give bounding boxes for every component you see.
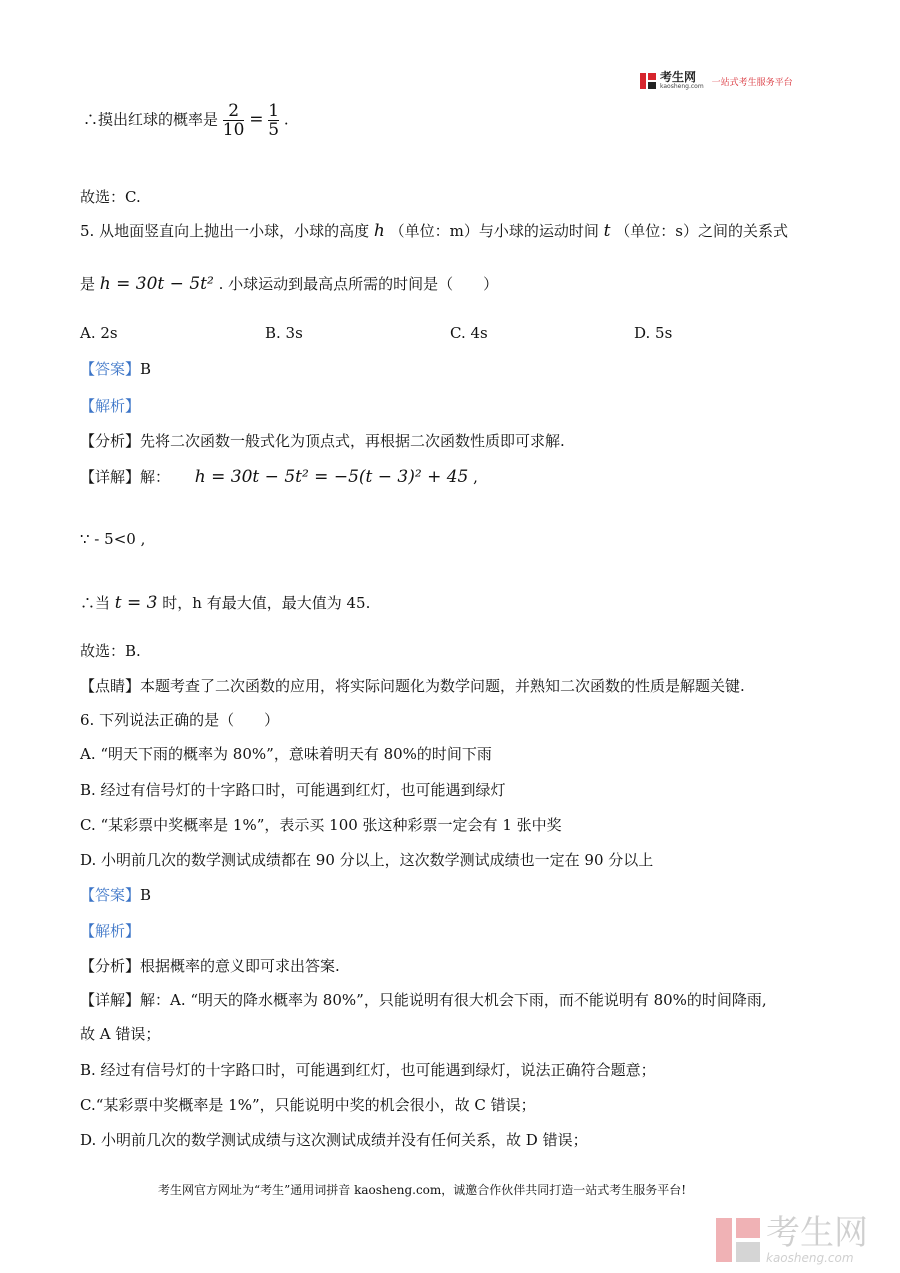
q4-probability-line: ∴摸出红球的概率是 $\frac{2}{10}$ = $\frac{1}{5}$ .: [83, 101, 289, 140]
watermark: [716, 1215, 868, 1265]
q5-option-a: A. 2s: [80, 324, 118, 342]
q6-detail-3: B. 经过有信号灯的十字路口时，可能遇到红灯，也可能遇到绿灯，说法正确符合题意；: [80, 1061, 656, 1079]
q5-analysis-tag: 【解析】: [80, 397, 141, 415]
q5-because: ∵ - 5<0 ,: [80, 530, 146, 548]
q5-stem-line2: 是 h = 30t − 5t² . 小球运动到最高点所需的时间是（ ）: [80, 274, 499, 294]
answer-tag: 【答案】: [80, 360, 141, 378]
q5-option-d: D. 5s: [634, 324, 673, 342]
logo-slogan: 一站式考生服务平台: [711, 77, 793, 88]
q6-detail-4: C.“某彩票中奖概率是 1%”，只能说明中奖的机会很小，故 C 错误；: [80, 1096, 536, 1114]
q5-dianjing: 【点睛】本题考查了二次函数的应用，将实际问题化为数学问题，并熟知二次函数的性质是解题关键.: [80, 677, 745, 695]
q6-answer: 【答案】B: [80, 886, 152, 904]
kaosheng-logo-icon: [640, 73, 656, 89]
q4-choice: 故选：C.: [80, 188, 141, 206]
q5-formula: h = 30t − 5t²: [99, 274, 214, 294]
q5-option-c: C. 4s: [450, 324, 488, 342]
fraction-2-10: $\frac{2}{10}$: [222, 101, 245, 140]
q6-detail-5: D. 小明前几次的数学测试成绩与这次测试成绩并没有任何关系，故 D 错误；: [80, 1131, 588, 1149]
q6-detail-1: 【详解】解：A. “明天的降水概率为 80%”，只能说明有很大机会下雨，而不能说明有 80%的时间降雨,: [80, 991, 767, 1009]
q5-answer: 【答案】B: [80, 360, 152, 378]
header-logo: [640, 72, 793, 90]
q6-analysis-tag: 【解析】: [80, 922, 141, 940]
q5-choice: 故选：B.: [80, 642, 141, 660]
q5-option-b: B. 3s: [265, 324, 303, 342]
q5-detail-formula: h = 30t − 5t² = −5(t − 3)² + 45: [194, 467, 469, 487]
q5-therefore: ∴当 t = 3 时，h 有最大值，最大值为 45.: [80, 593, 371, 613]
q5-stem-line1: 5. 从地面竖直向上抛出一小球，小球的高度 h （单位：m）与小球的运动时间 t （单位：s）之间的关系式: [80, 221, 788, 241]
q6-option-a: A. “明天下雨的概率为 80%”，意味着明天有 80%的时间下雨: [80, 745, 492, 763]
q6-fenxi: 【分析】根据概率的意义即可求出答案.: [80, 957, 340, 975]
logo-name: 考生网: [660, 70, 697, 84]
logo-domain: kaosheng.com: [660, 83, 704, 90]
watermark-logo-icon: [716, 1218, 760, 1262]
fraction-1-5: $\frac{1}{5}$: [268, 101, 280, 140]
q6-option-d: D. 小明前几次的数学测试成绩都在 90 分以上，这次数学测试成绩也一定在 90 分以上: [80, 851, 654, 869]
q6-option-b: B. 经过有信号灯的十字路口时，可能遇到红灯，也可能遇到绿灯: [80, 781, 506, 799]
watermark-domain: kaosheng.com: [766, 1251, 854, 1265]
footer-text: 考生网官方网址为“考生”通用词拼音 kaosheng.com，诚邀合作伙伴共同打造一站式考生服务平台!: [158, 1183, 687, 1197]
q6-stem: 6. 下列说法正确的是（ ）: [80, 711, 280, 729]
q5-detail: 【详解】解： h = 30t − 5t² = −5(t − 3)² + 45 ,: [80, 467, 478, 487]
q6-option-c: C. “某彩票中奖概率是 1%”，表示买 100 张这种彩票一定会有 1 张中奖: [80, 816, 562, 834]
q6-detail-2: 故 A 错误；: [80, 1025, 161, 1043]
q4-line-prefix: ∴摸出红球的概率是: [83, 110, 219, 129]
watermark-name: 考生网: [766, 1213, 868, 1253]
q5-fenxi: 【分析】先将二次函数一般式化为顶点式，再根据二次函数性质即可求解.: [80, 432, 565, 450]
